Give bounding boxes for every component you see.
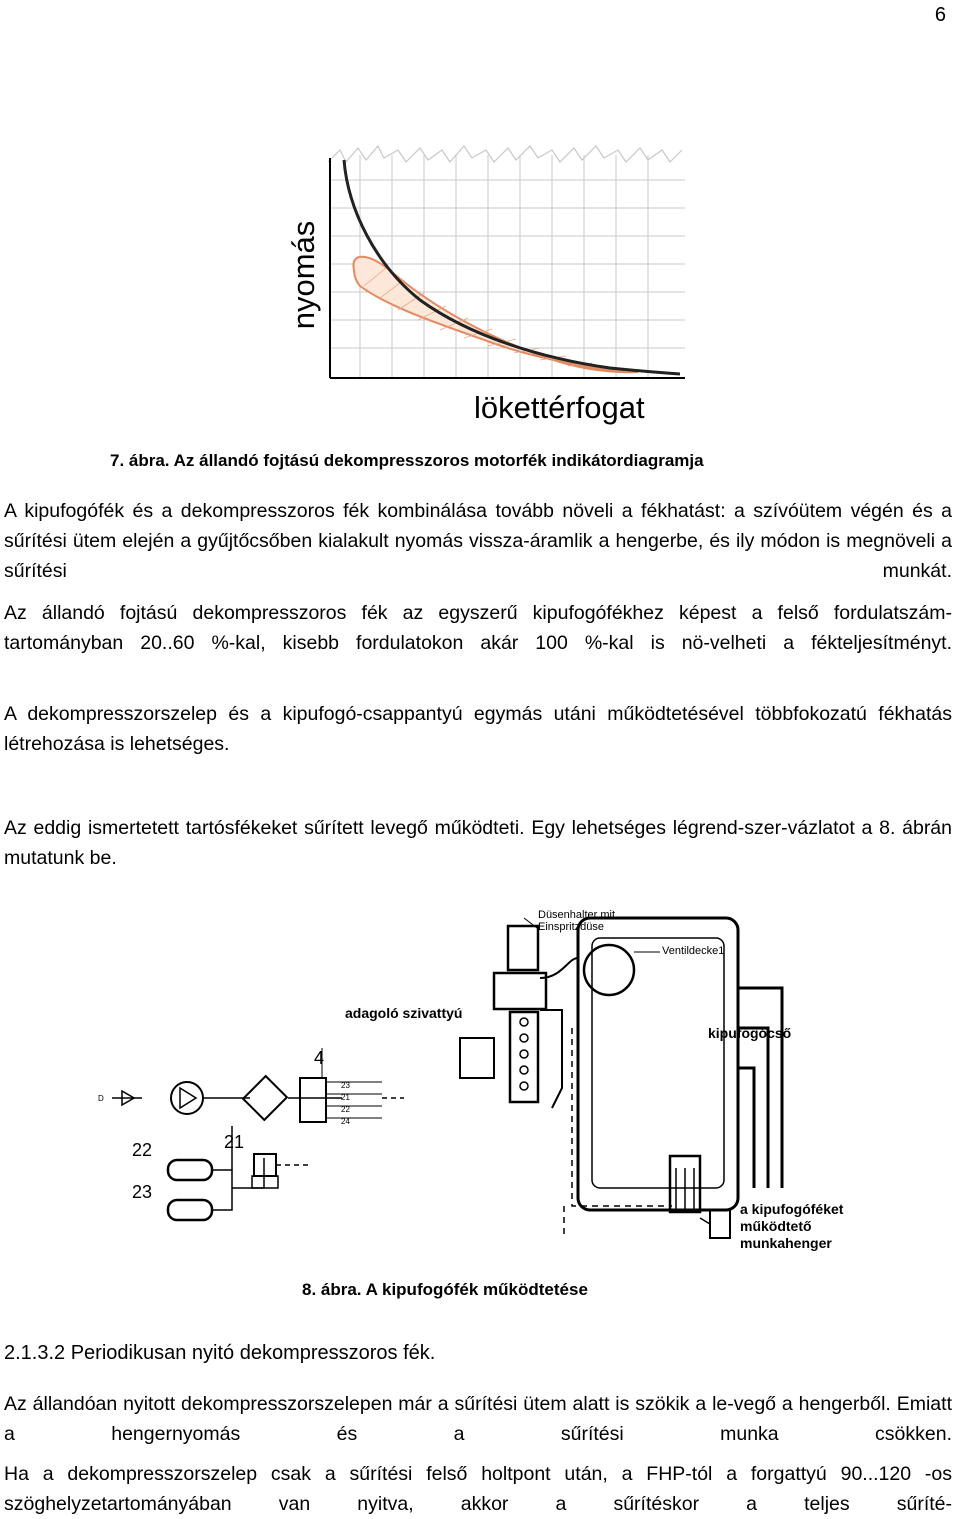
exhaust-pipe-3 [738, 1068, 754, 1188]
indicator-diagram [320, 140, 690, 385]
label-num-23: 23 [132, 1182, 153, 1202]
diagram-break-line [328, 146, 682, 162]
page-number: 6 [934, 4, 946, 26]
pump-top-box [494, 973, 546, 1009]
valve-block-4 [300, 1078, 326, 1122]
label-port-23: 23 [341, 1081, 350, 1090]
figure7-xlabel: lökettérfogat [474, 390, 645, 425]
paragraph-1: A kipufogófék és a dekompresszoros fék kombinálása tovább növeli a fékhatást: a szívóütem végén és a sűrítési ütem elején a gyűjtőcsőben kialakult nyomás vissza-áramlik a hengerbe, és ily módon is megnöveli a sűrítési munkát. [4, 500, 952, 582]
exhaust-pipe-1 [738, 988, 782, 1188]
compression-curve [344, 160, 680, 374]
actuator-cylinder [710, 1210, 730, 1238]
paragraph-4: Az eddig ismertetett tartósfékeket sűrített levegő működteti. Egy lehetséges légrend-szer-vázlatot a 8. ábrán mutatunk be. [4, 817, 952, 869]
air-system-schematic [82, 888, 882, 1260]
ylabel-text: nyomás [286, 220, 321, 330]
air-tank-22 [168, 1160, 212, 1180]
label-cylinder-3: munkahenger [740, 1235, 832, 1251]
control-line-dashed [572, 1028, 672, 1206]
section-heading: 2.1.3.2 Periodikusan nyitó dekompresszoros fék. [4, 1342, 436, 1364]
paragraph-6: Ha a dekompresszorszelep csak a sűrítési felső holtpont után, a FHP-tól a forgattyú 90...120 -os szöghelyzetartományában van nyitva, akkor a sűrítéskor a teljes sűríté- [4, 1463, 952, 1515]
label-cylinder-2: működtető [740, 1218, 812, 1234]
braking-work-loop [353, 257, 638, 372]
label-exhaust-pipe: kipufogócső [708, 1025, 792, 1041]
label-cylinder-1: a kipufogóféket [740, 1201, 844, 1217]
label-num-21: 21 [224, 1132, 245, 1152]
label-num-22: 22 [132, 1140, 153, 1160]
label-port-d: D [98, 1094, 104, 1103]
label-nozzle-holder-1: Düsenhalter mit [538, 909, 616, 921]
pump-governor [460, 1038, 494, 1078]
label-nozzle-holder-2: Einspritzdüse [538, 921, 605, 933]
injector-holder [508, 926, 538, 970]
label-num-4: 4 [314, 1048, 325, 1068]
label-port-24: 24 [341, 1117, 350, 1126]
paragraph-5: Az állandóan nyitott dekompresszorszelepen már a sűrítési ütem alatt is szökik a le-vegő a hengerből. Emiatt a hengernyomás és a sűrítési munka csökken. [4, 1393, 952, 1445]
air-tank-23 [168, 1200, 212, 1220]
valve-21 [254, 1154, 276, 1176]
figure7-caption: 7. ábra. Az állandó fojtású dekompresszoros motorfék indikátordiagramja [110, 451, 704, 470]
label-port-21: 21 [341, 1093, 350, 1102]
paragraph-3: A dekompresszorszelep és a kipufogó-csappantyú egymás utáni működtetésével többfokozatú fékhatás létrehozása is lehetséges. [4, 703, 952, 755]
engine-block-inner [592, 938, 724, 1188]
compressor-symbol [171, 1082, 203, 1114]
paragraph-2: Az állandó fojtású dekompresszoros fék az egyszerű kipufogófékhez képest a felső fordulatszám-tartományban 20..60 %-kal, kisebb fordulatokon akár 100 %-kal is nö-velheti a fékteljesítményt. [4, 602, 952, 654]
label-valve-cover: Ventildecke1 [662, 945, 725, 957]
label-port-22: 22 [341, 1105, 350, 1114]
label-pump: adagoló szivattyú [345, 1005, 463, 1021]
engine-block [578, 918, 738, 1210]
figure8-caption: 8. ábra. A kipufogófék működtetése [302, 1280, 588, 1299]
